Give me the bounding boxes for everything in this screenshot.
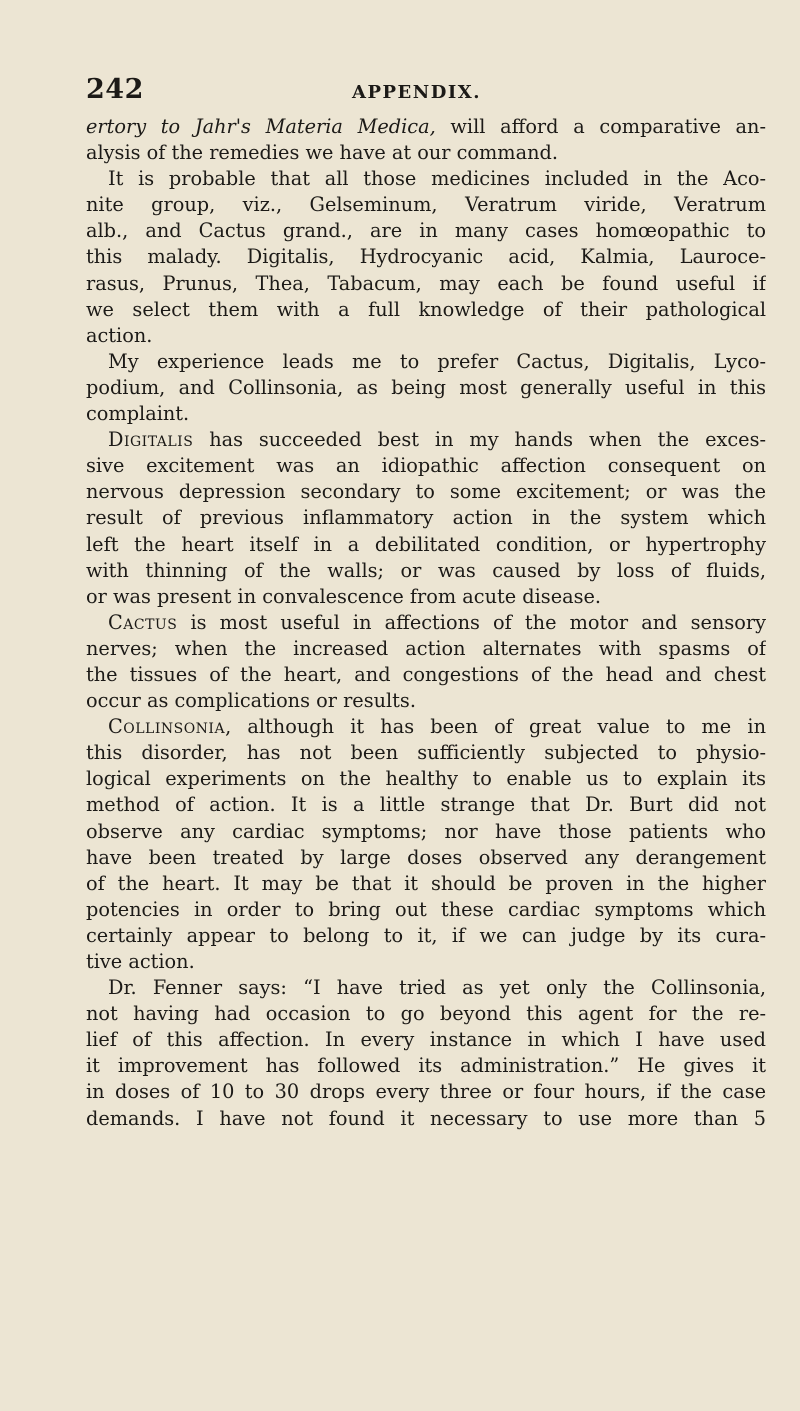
text-line: left the heart itself in a debilitated condition, or hypertrophy (86, 532, 766, 556)
text-line: podium, and Collinsonia, as being most generally useful in this (86, 375, 766, 399)
text-line: tive action. (86, 950, 195, 973)
text-line: it improvement has followed its administration.” He gives it (86, 1054, 766, 1078)
text-line: certainly appear to belong to it, if we can judge by its cura- (86, 923, 766, 947)
text-line: of the heart. It may be that it should be proven in the higher (86, 871, 766, 895)
text-line: or was present in convalescence from acute disease. (86, 584, 602, 608)
text-line: My experience leads me to prefer Cactus, Digitalis, Lyco- (108, 349, 766, 373)
text-line: have been treated by large doses observed any derangement (86, 845, 766, 869)
text-line: the tissues of the heart, and congestions of the head and chest (86, 662, 766, 686)
text-line: this malady. Digitalis, Hydrocyanic acid, Kalmia, Lauroce- (86, 245, 766, 269)
text-line: nervous depression secondary to some excitement; or was the (86, 480, 766, 504)
text-line: nite group, viz., Gelseminum, Veratrum viride, Veratrum (86, 193, 766, 217)
text-line: method of action. It is a little strange that Dr. Burt did not (86, 793, 766, 817)
text-line: result of previous inflammatory action in the system which (86, 506, 766, 530)
text-line: in doses of 10 to 30 drops every three or four hours, if the case (86, 1080, 766, 1104)
text-line: with thinning of the walls; or was caused by loss of fluids, (86, 558, 766, 582)
text-line: Cactus is most useful in affections of the motor and sensory (108, 610, 766, 634)
text-line: lief of this affection. In every instance in which I have used (86, 1028, 766, 1052)
page-number: 242 (86, 74, 144, 105)
text-line: logical experiments on the healthy to enable us to explain its (86, 767, 766, 791)
text-line: occur as complications or results. (86, 689, 416, 713)
text-line: complaint. (86, 402, 190, 426)
text-line: It is probable that all those medicines included in the Aco- (108, 167, 766, 191)
text-line: Dr. Fenner says: “I have tried as yet only the Collinsonia, (108, 976, 766, 1000)
text-line: rasus, Prunus, Thea, Tabacum, may each be found useful if (86, 271, 766, 295)
text-line: not having had occasion to go beyond this agent for the re- (86, 1002, 766, 1026)
text-line: Collinsonia, although it has been of great value to me in (108, 715, 766, 739)
text-line: ertory to Jahr's Materia Medica, will afford a comparative an- (86, 115, 766, 138)
body-text (86, 114, 766, 1132)
running-head: APPENDIX. (352, 82, 481, 103)
text-line: this disorder, has not been sufficiently subjected to physio- (86, 741, 766, 765)
page-header (86, 74, 786, 110)
text-line: alysis of the remedies we have at our command. (86, 141, 558, 165)
text-line: observe any cardiac symptoms; nor have those patients who (86, 819, 766, 843)
text-line: sive excitement was an idiopathic affection consequent on (86, 454, 766, 478)
text-line: potencies in order to bring out these cardiac symptoms which (86, 897, 766, 921)
text-line: alb., and Cactus grand., are in many cases homœopathic to (86, 219, 766, 243)
text-line: demands. I have not found it necessary to use more than 5 (86, 1106, 766, 1130)
text-line: nerves; when the increased action alternates with spasms of (86, 636, 766, 660)
text-line: we select them with a full knowledge of their pathological (86, 297, 766, 321)
text-line: action. (86, 323, 153, 347)
text-line: Digitalis has succeeded best in my hands when the exces- (108, 428, 766, 452)
